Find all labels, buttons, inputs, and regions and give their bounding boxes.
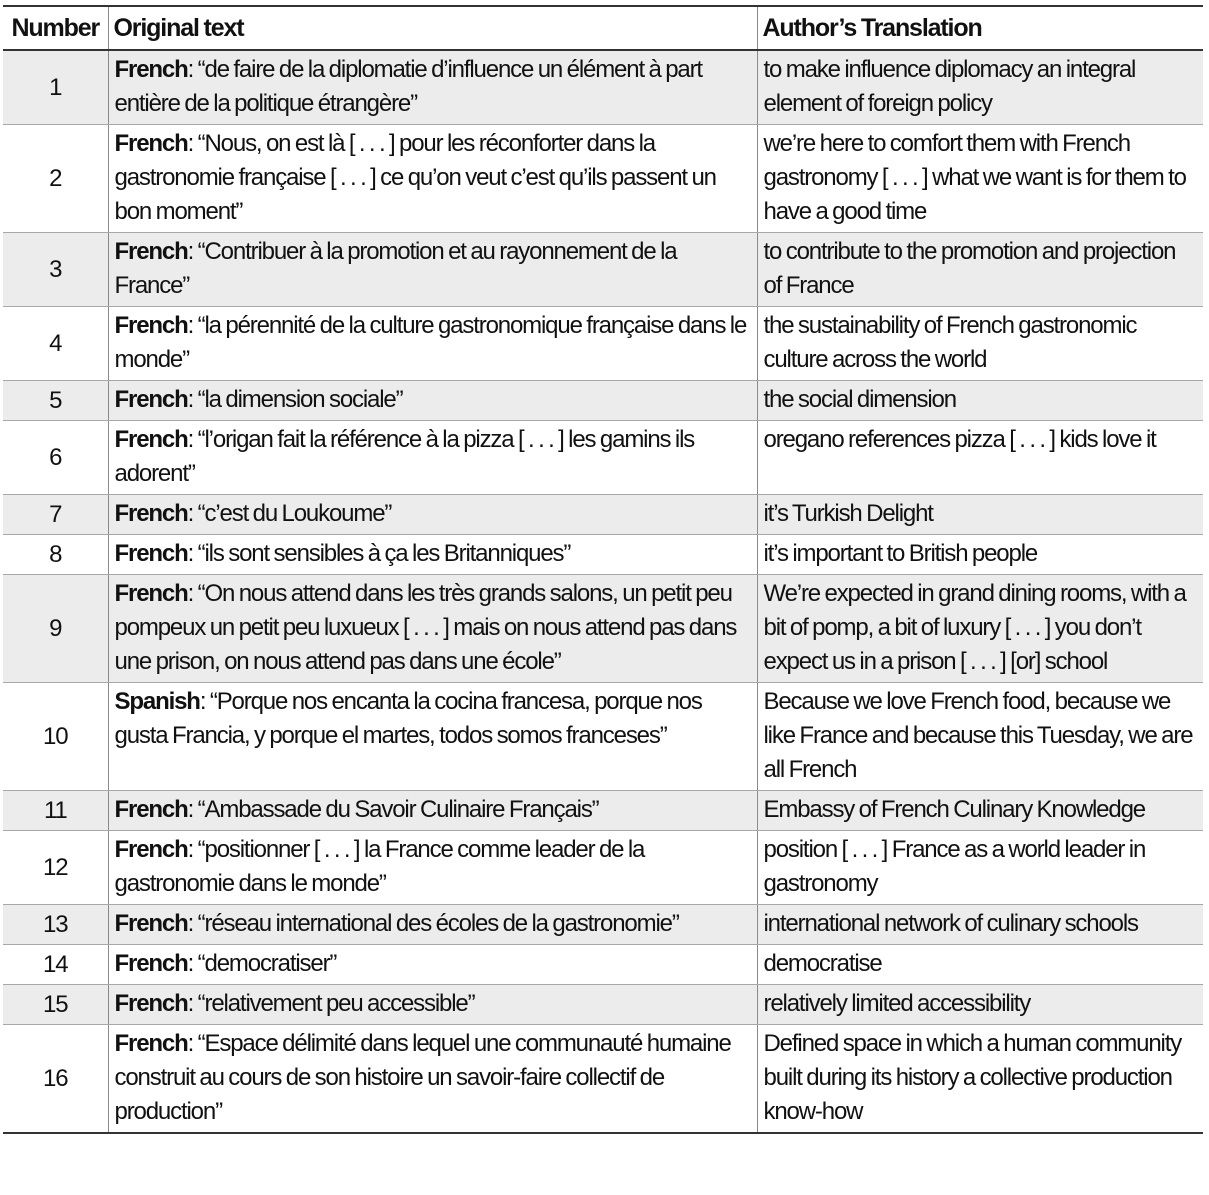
original-quote: : “democratiser”	[187, 950, 337, 977]
original-text-cell	[108, 1025, 757, 1134]
table-row	[3, 421, 1203, 495]
table-row	[3, 791, 1203, 831]
row-number: 1	[3, 50, 108, 125]
row-number: 3	[3, 233, 108, 307]
table-row	[3, 381, 1203, 421]
row-number: 2	[3, 125, 108, 233]
original-quote: : “positionner [ . . . ] la France comme leader de la gastronomie dans le monde”	[114, 836, 645, 897]
language-label: French	[114, 580, 188, 607]
language-label: French	[114, 56, 188, 83]
original-text-cell	[108, 683, 757, 791]
translation-cell: oregano references pizza [ . . . ] kids love it	[757, 421, 1203, 495]
row-number: 10	[3, 683, 108, 791]
row-number: 7	[3, 495, 108, 535]
header-authors-translation: Author’s Translation	[757, 6, 1203, 50]
table-row	[3, 233, 1203, 307]
original-quote: : “la pérennité de la culture gastronomique française dans le monde”	[114, 312, 747, 373]
original-text-cell	[108, 421, 757, 495]
translation-cell: it’s important to British people	[757, 535, 1203, 575]
table-row	[3, 945, 1203, 985]
language-label: French	[114, 796, 188, 823]
translation-cell: democratise	[757, 945, 1203, 985]
original-text-cell	[108, 381, 757, 421]
language-label: French	[114, 312, 188, 339]
translation-cell: to make influence diplomacy an integral element of foreign policy	[757, 50, 1203, 125]
language-label: French	[114, 990, 188, 1017]
row-number: 14	[3, 945, 108, 985]
row-number: 8	[3, 535, 108, 575]
table-row	[3, 50, 1203, 125]
original-text-cell	[108, 831, 757, 905]
language-label: French	[114, 238, 188, 265]
original-quote: : “Contribuer à la promotion et au rayonnement de la France”	[114, 238, 677, 299]
translation-cell: the sustainability of French gastronomic culture across the world	[757, 307, 1203, 381]
table-row	[3, 307, 1203, 381]
row-number: 6	[3, 421, 108, 495]
translation-cell: position [ . . . ] France as a world leader in gastronomy	[757, 831, 1203, 905]
table-row	[3, 905, 1203, 945]
translation-table	[3, 5, 1203, 1134]
original-text-cell	[108, 307, 757, 381]
original-text-cell	[108, 495, 757, 535]
original-text-cell	[108, 233, 757, 307]
table-row	[3, 575, 1203, 683]
original-quote: : “de faire de la diplomatie d’influence un élément à part entière de la politique étrangère”	[114, 56, 702, 117]
translation-cell: we’re here to comfort them with French gastronomy [ . . . ] what we want is for them to have a good time	[757, 125, 1203, 233]
header-original-text: Original text	[108, 6, 757, 50]
language-label: French	[114, 836, 188, 863]
original-text-cell	[108, 125, 757, 233]
original-quote: : “On nous attend dans les très grands salons, un petit peu pompeux un petit peu luxueux [ . . . ] mais on nous attend pas dans une prison, on nous attend pas dans une école”	[114, 580, 737, 675]
row-number: 9	[3, 575, 108, 683]
table-row	[3, 831, 1203, 905]
original-text-cell	[108, 575, 757, 683]
table-row	[3, 1025, 1203, 1134]
language-label: French	[114, 1030, 188, 1057]
language-label: French	[114, 910, 188, 937]
translation-cell: We’re expected in grand dining rooms, with a bit of pomp, a bit of luxury [ . . . ] you don’t expect us in a prison [ . . . ] [or] school	[757, 575, 1203, 683]
original-text-cell	[108, 50, 757, 125]
original-text-cell	[108, 535, 757, 575]
language-label: French	[114, 950, 188, 977]
original-quote: : “la dimension sociale”	[187, 386, 403, 413]
original-quote: : “ils sont sensibles à ça les Britanniques”	[187, 540, 571, 567]
row-number: 11	[3, 791, 108, 831]
table-row	[3, 495, 1203, 535]
original-quote: : “l’origan fait la référence à la pizza [ . . . ] les gamins ils adorent”	[114, 426, 695, 487]
table-row	[3, 535, 1203, 575]
translation-cell: Because we love French food, because we like France and because this Tuesday, we are all French	[757, 683, 1203, 791]
header-row	[3, 6, 1203, 50]
translation-cell: relatively limited accessibility	[757, 985, 1203, 1025]
language-label: French	[114, 426, 188, 453]
row-number: 12	[3, 831, 108, 905]
original-quote: : “c’est du Loukoume”	[187, 500, 392, 527]
original-quote: : “Nous, on est là [ . . . ] pour les réconforter dans la gastronomie française [ . . . ] ce qu’on veut c’est qu’ils passent un bon moment”	[114, 130, 716, 225]
original-quote: : “Ambassade du Savoir Culinaire Français”	[187, 796, 599, 823]
translation-cell: Embassy of French Culinary Knowledge	[757, 791, 1203, 831]
original-quote: : “Porque nos encanta la cocina francesa, porque nos gusta Francia, y porque el martes, todos somos franceses”	[114, 688, 702, 749]
original-text-cell	[108, 905, 757, 945]
language-label: French	[114, 540, 188, 567]
table-row	[3, 985, 1203, 1025]
language-label: French	[114, 386, 188, 413]
row-number: 4	[3, 307, 108, 381]
language-label: French	[114, 500, 188, 527]
table-header	[3, 6, 1203, 50]
row-number: 13	[3, 905, 108, 945]
original-text-cell	[108, 985, 757, 1025]
row-number: 15	[3, 985, 108, 1025]
translation-cell: it’s Turkish Delight	[757, 495, 1203, 535]
original-text-cell	[108, 791, 757, 831]
translation-cell: to contribute to the promotion and projection of France	[757, 233, 1203, 307]
header-number: Number	[3, 6, 108, 50]
language-label: French	[114, 130, 188, 157]
language-label: Spanish	[114, 688, 200, 715]
row-number: 5	[3, 381, 108, 421]
translation-cell: international network of culinary schools	[757, 905, 1203, 945]
table-row	[3, 125, 1203, 233]
original-text-cell	[108, 945, 757, 985]
original-quote: : “relativement peu accessible”	[187, 990, 475, 1017]
row-number: 16	[3, 1025, 108, 1134]
table-row	[3, 683, 1203, 791]
translation-cell: Defined space in which a human community built during its history a collective production know-how	[757, 1025, 1203, 1134]
table-body	[3, 50, 1203, 1133]
original-quote: : “Espace délimité dans lequel une communauté humaine construit au cours de son histoire un savoir-faire collectif de production”	[114, 1030, 731, 1125]
translation-cell: the social dimension	[757, 381, 1203, 421]
original-quote: : “réseau international des écoles de la gastronomie”	[187, 910, 679, 937]
